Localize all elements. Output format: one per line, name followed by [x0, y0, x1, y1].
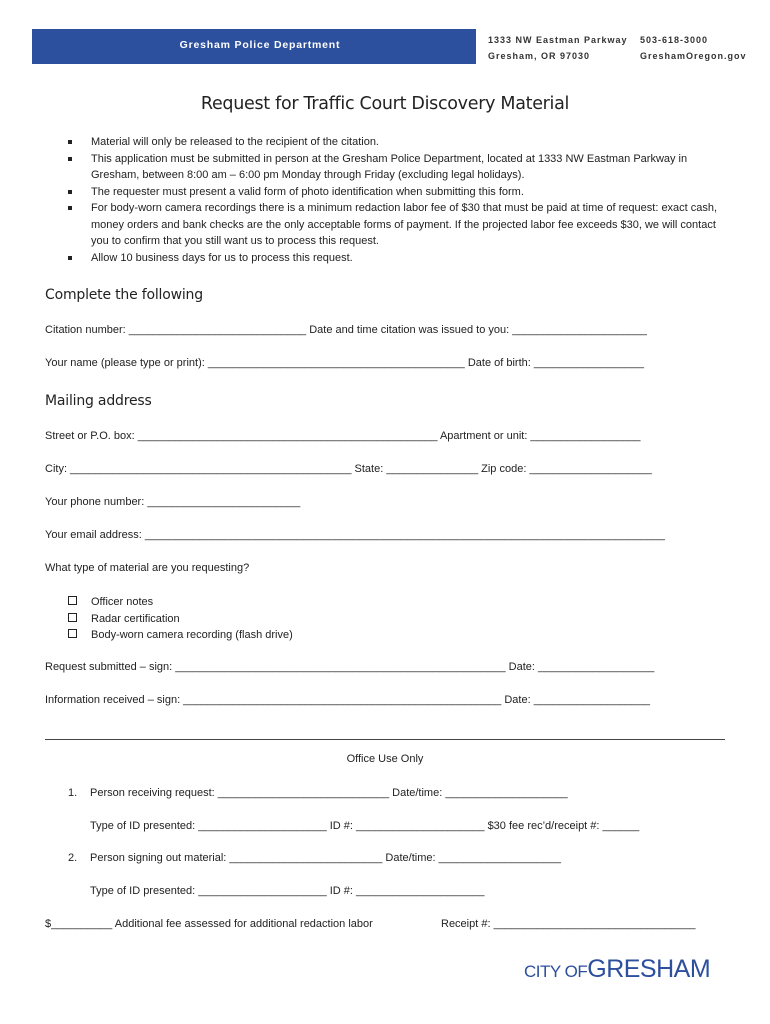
contact-block: [640, 32, 747, 64]
department-name: Gresham Police Department: [179, 39, 341, 51]
receipt-line[interactable]: Receipt #: _________________________________: [441, 918, 696, 930]
additional-fee-line[interactable]: $__________ Additional fee assessed for additional redaction labor: [45, 918, 373, 930]
section-divider: [45, 739, 725, 740]
address-line-1: 1333 NW Eastman Parkway: [488, 35, 628, 45]
citation-line[interactable]: Citation number: _____________________________ Date and time citation was issued to you: ______________________: [45, 324, 647, 336]
phone-line[interactable]: Your phone number: _________________________: [45, 496, 301, 508]
instruction-item: Allow 10 business days for us to process this request.: [68, 250, 728, 267]
signing-id-line[interactable]: Type of ID presented: _____________________ ID #: _____________________: [90, 885, 485, 897]
street-line[interactable]: Street or P.O. box: _________________________________________________ Apartment or unit: __________________: [45, 430, 641, 442]
info-signature-line[interactable]: Information received – sign: ____________________________________________________ Date: ___________________: [45, 694, 650, 706]
name-dob-line[interactable]: Your name (please type or print): __________________________________________ Date of birth: __________________: [45, 357, 644, 369]
email-line[interactable]: Your email address: _____________________________________________________________________________________: [45, 529, 665, 541]
receiving-id-line[interactable]: Type of ID presented: _____________________ ID #: _____________________ $30 fee rec’d/receipt #: ______: [90, 820, 640, 832]
item-2-number: 2.: [68, 852, 78, 864]
checkbox-icon[interactable]: [68, 613, 77, 622]
address-block: [488, 32, 628, 64]
checkbox-icon[interactable]: [68, 629, 77, 638]
person-receiving-line[interactable]: Person receiving request: ____________________________ Date/time: ____________________: [90, 787, 568, 799]
material-question: What type of material are you requesting?: [45, 562, 250, 574]
checkbox-icon[interactable]: [68, 596, 77, 605]
phone-number: 503-618-3000: [640, 35, 709, 45]
header-banner: [32, 29, 476, 64]
option-label: Officer notes: [91, 596, 154, 608]
person-signing-line[interactable]: Person signing out material: _________________________ Date/time: ____________________: [90, 852, 561, 864]
address-line-2: Gresham, OR 97030: [488, 51, 591, 61]
request-signature-line[interactable]: Request submitted – sign: ______________________________________________________ Date: ___________________: [45, 661, 655, 673]
instruction-item: The requester must present a valid form of photo identification when submitting this form.: [68, 184, 728, 201]
option-label: Radar certification: [91, 612, 180, 625]
website: GreshamOregon.gov: [640, 51, 747, 61]
option-label: Body-worn camera recording (flash drive): [91, 629, 293, 641]
complete-heading: Complete the following: [45, 287, 203, 303]
option-radar-certification[interactable]: [68, 611, 293, 628]
option-body-camera[interactable]: [68, 627, 293, 644]
office-use-heading: Office Use Only: [346, 753, 424, 765]
page-title: Request for Traffic Court Discovery Material: [200, 94, 570, 114]
instruction-item: This application must be submitted in person at the Gresham Police Department, located at 1333 NW Eastman Parkway in Gresham, between 8:00 am – 6:00 pm Monday through Friday (excluding legal holidays).: [68, 151, 728, 184]
city-logo: [524, 955, 710, 984]
mailing-heading: Mailing address: [45, 393, 152, 409]
instruction-item: For body-worn camera recordings there is a minimum redaction labor fee of $30 that must be paid at time of request: exact cash, money orders and bank checks are the only acceptable forms of payment. If the projected labor fee exceeds $30, we will contact you to confirm that you still want us to process this request.: [68, 200, 728, 250]
option-officer-notes[interactable]: [68, 594, 293, 611]
item-1-number: 1.: [68, 787, 78, 799]
material-options: [68, 594, 293, 644]
logo-prefix: CITY OF: [524, 962, 588, 981]
instructions-list: [68, 134, 728, 266]
logo-name: GRESHAM: [587, 955, 711, 983]
city-state-zip-line[interactable]: City: ______________________________________________ State: _______________ Zip code: ____________________: [45, 463, 652, 475]
instruction-item: Material will only be released to the recipient of the citation.: [68, 134, 728, 151]
